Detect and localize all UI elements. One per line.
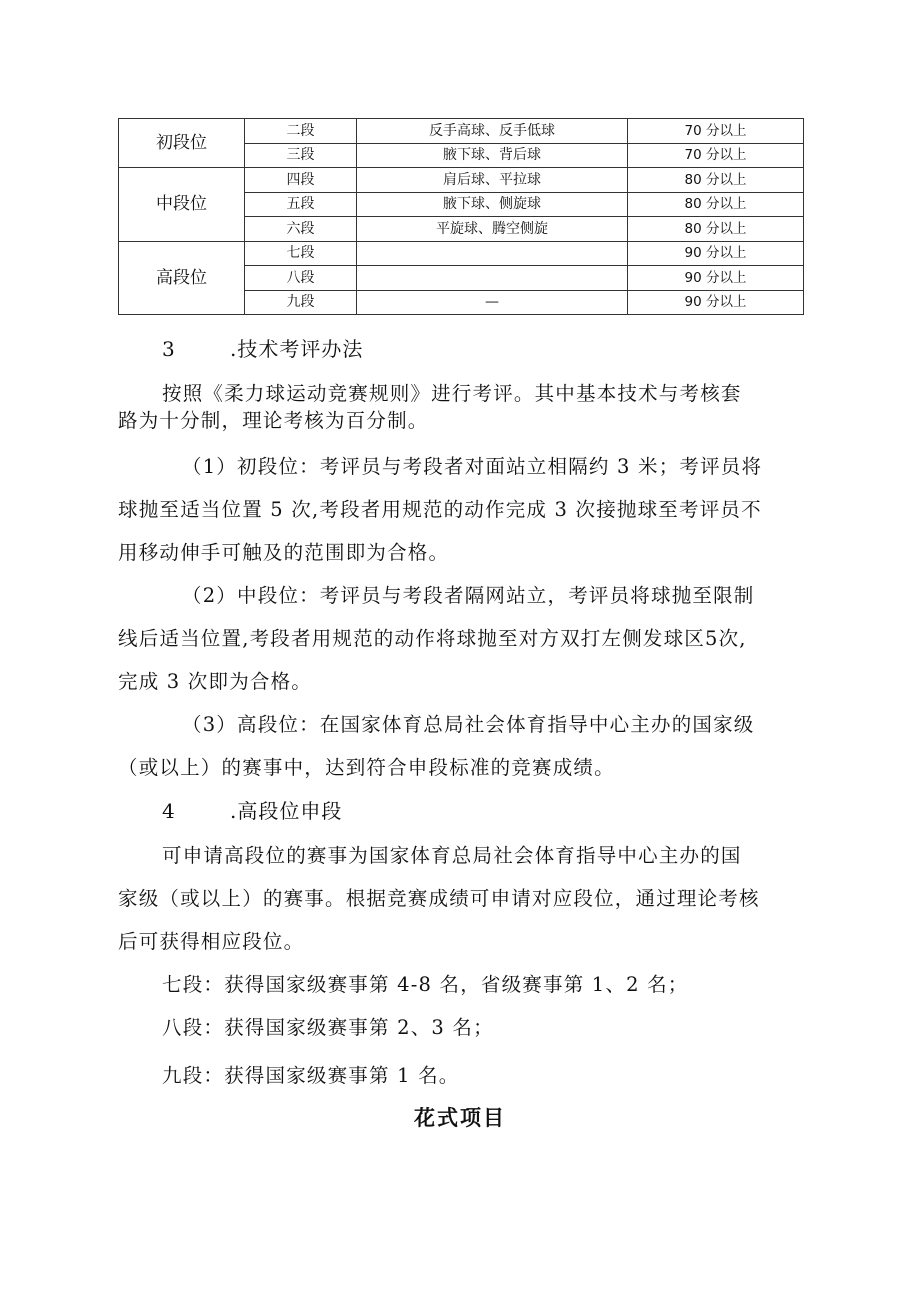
skills-cell: 反手高球、反手低球 (357, 119, 628, 144)
paragraph-line: 可申请高段位的赛事为国家体育总局社会体育指导中心主办的国 (162, 844, 742, 867)
grade-cell: 六段 (245, 217, 357, 242)
paragraph-line: （2）中段位：考评员与考段者隔网站立，考评员将球抛至限制 (182, 584, 755, 607)
grade-cell: 九段 (245, 290, 357, 315)
section-3-number: 3 (162, 337, 176, 361)
grade-cell: 七段 (245, 241, 357, 266)
table-row (119, 168, 804, 193)
score-cell: 90 分以上 (628, 266, 804, 291)
skills-cell: 腋下球、侧旋球 (357, 192, 628, 217)
tier-cell: 中段位 (119, 168, 245, 242)
paragraph-line: 按照《柔力球运动竞赛规则》进行考评。其中基本技术与考核套 (162, 382, 742, 405)
paragraph-line: 家级（或以上）的赛事。根据竞赛成绩可申请对应段位，通过理论考核 (118, 887, 760, 910)
section-4-title: .高段位申段 (230, 799, 343, 823)
table-row (119, 119, 804, 144)
paragraph-line: （1）初段位：考评员与考段者对面站立相隔约 3 米；考评员将 (182, 455, 763, 478)
tier-cell: 高段位 (119, 241, 245, 315)
grade-cell: 五段 (245, 192, 357, 217)
score-cell: 90 分以上 (628, 241, 804, 266)
paragraph-line: 球抛至适当位置 5 次,考段者用规范的动作完成 3 次接抛球至考评员不 (118, 498, 762, 521)
paragraph-line: （3）高段位：在国家体育总局社会体育指导中心主办的国家级 (182, 713, 755, 736)
table-row (119, 241, 804, 266)
grade-cell: 二段 (245, 119, 357, 144)
tier-cell: 初段位 (119, 119, 245, 168)
paragraph-line: 路为十分制，理论考核为百分制。 (118, 409, 429, 432)
skills-cell: 肩后球、平拉球 (357, 168, 628, 193)
score-cell: 80 分以上 (628, 192, 804, 217)
grade-cell: 八段 (245, 266, 357, 291)
paragraph-line: （或以上）的赛事中，达到符合申段标准的竞赛成绩。 (118, 756, 615, 779)
skills-cell: 腋下球、背后球 (357, 143, 628, 168)
score-cell: 70 分以上 (628, 119, 804, 144)
section-3-heading (162, 333, 363, 362)
score-cell: 70 分以上 (628, 143, 804, 168)
paragraph-line: 线后适当位置,考段者用规范的动作将球抛至对方双打左侧发球区5次, (118, 627, 747, 650)
score-cell: 90 分以上 (628, 290, 804, 315)
rule-line: 九段：获得国家级赛事第 1 名。 (162, 1064, 460, 1087)
skills-cell (357, 266, 628, 291)
next-section-title: 花式项目 (414, 1105, 506, 1130)
rule-line: 八段：获得国家级赛事第 2、3 名； (162, 1016, 494, 1039)
paragraph-line: 完成 3 次即为合格。 (118, 670, 313, 693)
score-cell: 80 分以上 (628, 217, 804, 242)
score-cell: 80 分以上 (628, 168, 804, 193)
grade-cell: 三段 (245, 143, 357, 168)
grade-requirements-table (118, 118, 804, 315)
rule-line: 七段：获得国家级赛事第 4-8 名，省级赛事第 1、2 名； (162, 973, 689, 996)
skills-cell (357, 241, 628, 266)
skills-cell: — (357, 290, 628, 315)
section-3-title: .技术考评办法 (230, 337, 364, 361)
grade-cell: 四段 (245, 168, 357, 193)
section-4-heading (162, 795, 342, 824)
paragraph-line: 用移动伸手可触及的范围即为合格。 (118, 541, 450, 564)
section-4-number: 4 (162, 799, 176, 823)
paragraph-line: 后可获得相应段位。 (118, 930, 305, 953)
skills-cell: 平旋球、腾空侧旋 (357, 217, 628, 242)
